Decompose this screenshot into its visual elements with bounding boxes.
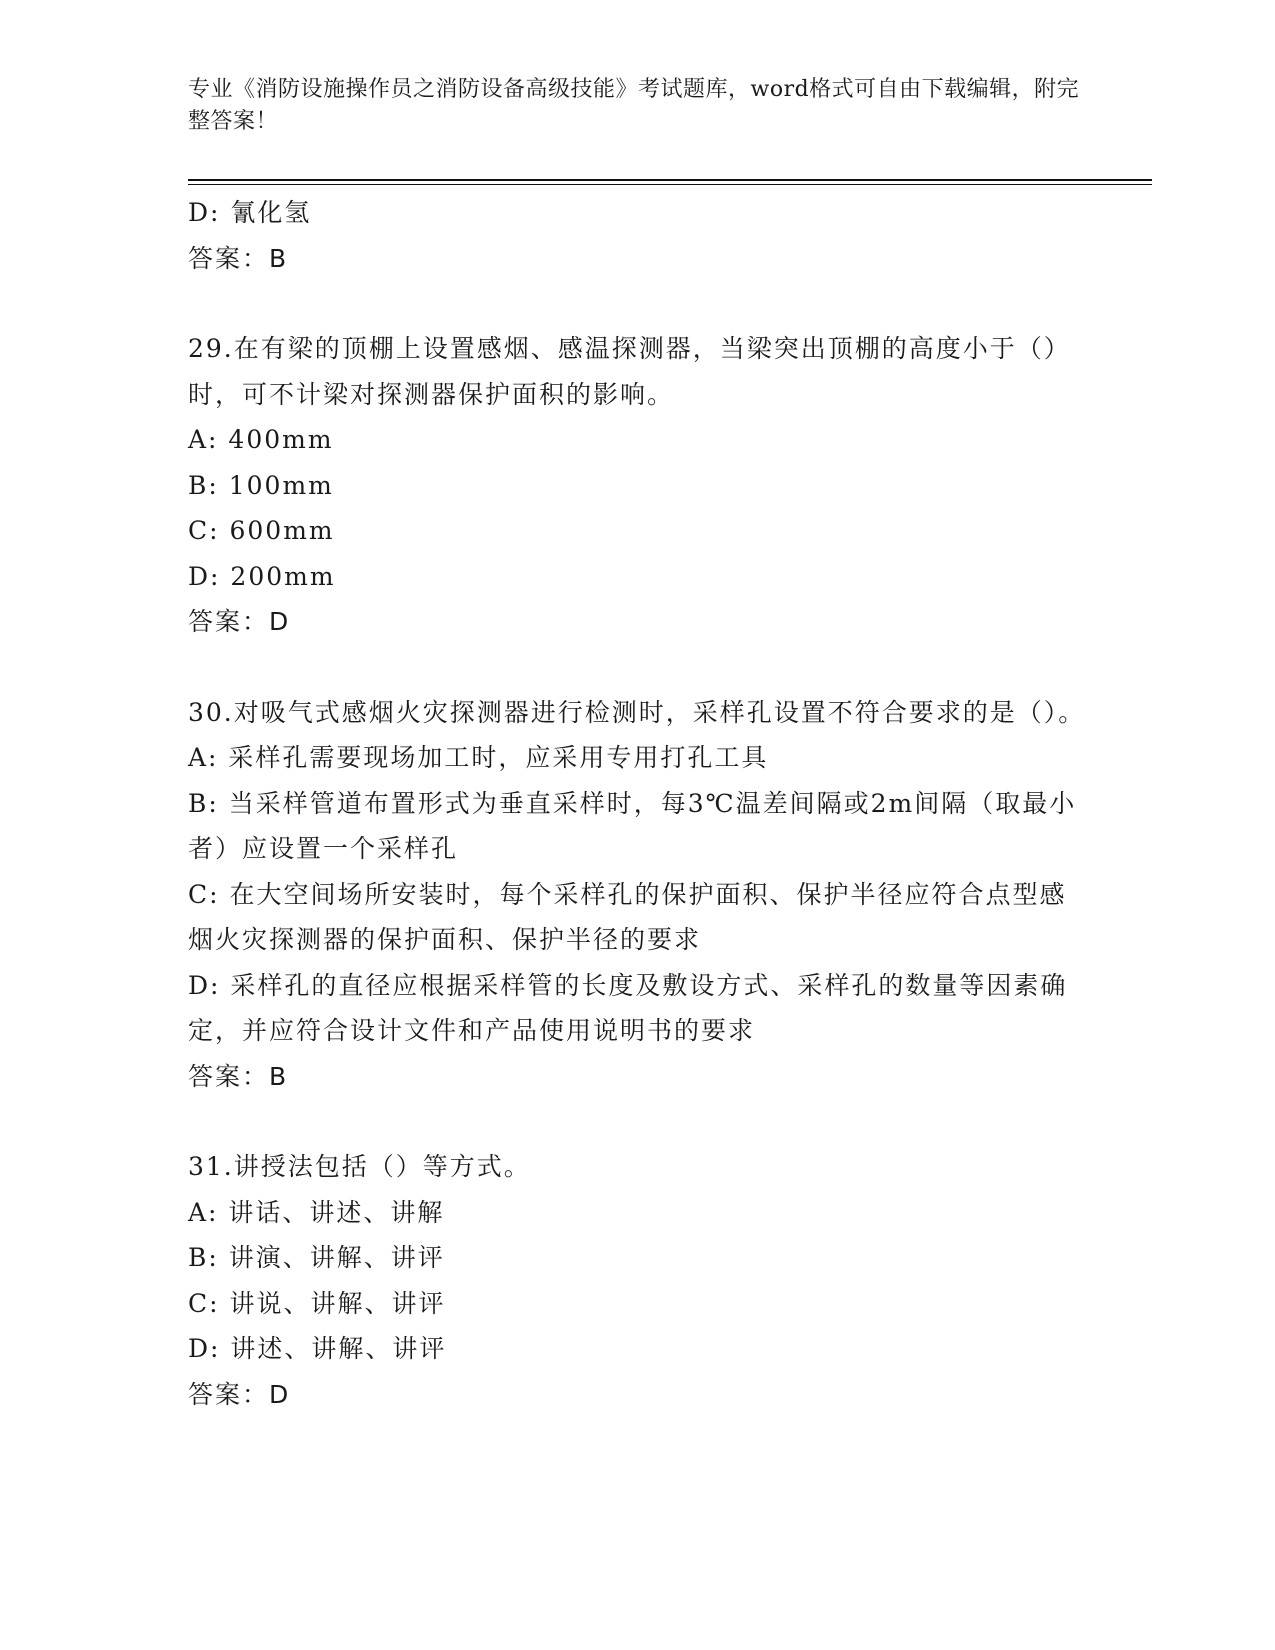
question-29-option-d: D: 200mm [188,561,336,591]
question-30-option-b: B: 当采样管道布置形式为垂直采样时，每3℃温差间隔或2m间隔（取最小者）应设置一个采样孔 [188,788,1077,863]
question-31-text: 31.讲授法包括（）等方式。 [188,1152,531,1181]
header-rule-thick [188,179,1152,181]
question-31-option-a: A: 讲话、讲述、讲解 [188,1197,445,1227]
prev-answer: 答案：B [188,243,289,273]
spacer [188,645,1088,690]
question-31-option-c: C: 讲说、讲解、讲评 [188,1288,446,1318]
question-30-answer: 答案：B [188,1061,289,1091]
spacer [188,281,1088,326]
question-31-option-b: B: 讲演、讲解、讲评 [188,1243,445,1272]
question-29-text: 29.在有梁的顶棚上设置感烟、感温探测器，当梁突出顶棚的高度小于（）时，可不计梁对探测器保护面积的影响。 [188,334,1071,409]
question-31-answer: 答案：D [188,1379,291,1409]
question-30-text: 30.对吸气式感烟火灾探测器进行检测时，采样孔设置不符合要求的是（）。 [188,697,1086,727]
document-body [188,190,1088,1417]
question-31-option-d: D: 讲述、讲解、讲评 [188,1334,447,1363]
question-29-option-c: C: 600mm [188,516,335,545]
header-rule-thin [188,184,1152,185]
prev-option-d: D: 氰化氢 [188,198,312,227]
question-30-option-a: A: 采样孔需要现场加工时，应采用专用打孔工具 [188,743,769,772]
question-30-option-c: C: 在大空间场所安装时，每个采样孔的保护面积、保护半径应符合点型感烟火灾探测器的保护面积、保护半径的要求 [188,879,1067,954]
question-29-option-a: A: 400mm [188,425,334,454]
document-header: 专业《消防设施操作员之消防设备高级技能》考试题库，word格式可自由下载编辑，附完整答案！ [188,77,1080,134]
question-30-option-d: D: 采样孔的直径应根据采样管的长度及敷设方式、采样孔的数量等因素确定，并应符合设计文件和产品使用说明书的要求 [188,970,1068,1045]
question-29-answer: 答案：D [188,607,291,636]
spacer [188,1099,1088,1144]
question-29-option-b: B: 100mm [188,470,334,500]
